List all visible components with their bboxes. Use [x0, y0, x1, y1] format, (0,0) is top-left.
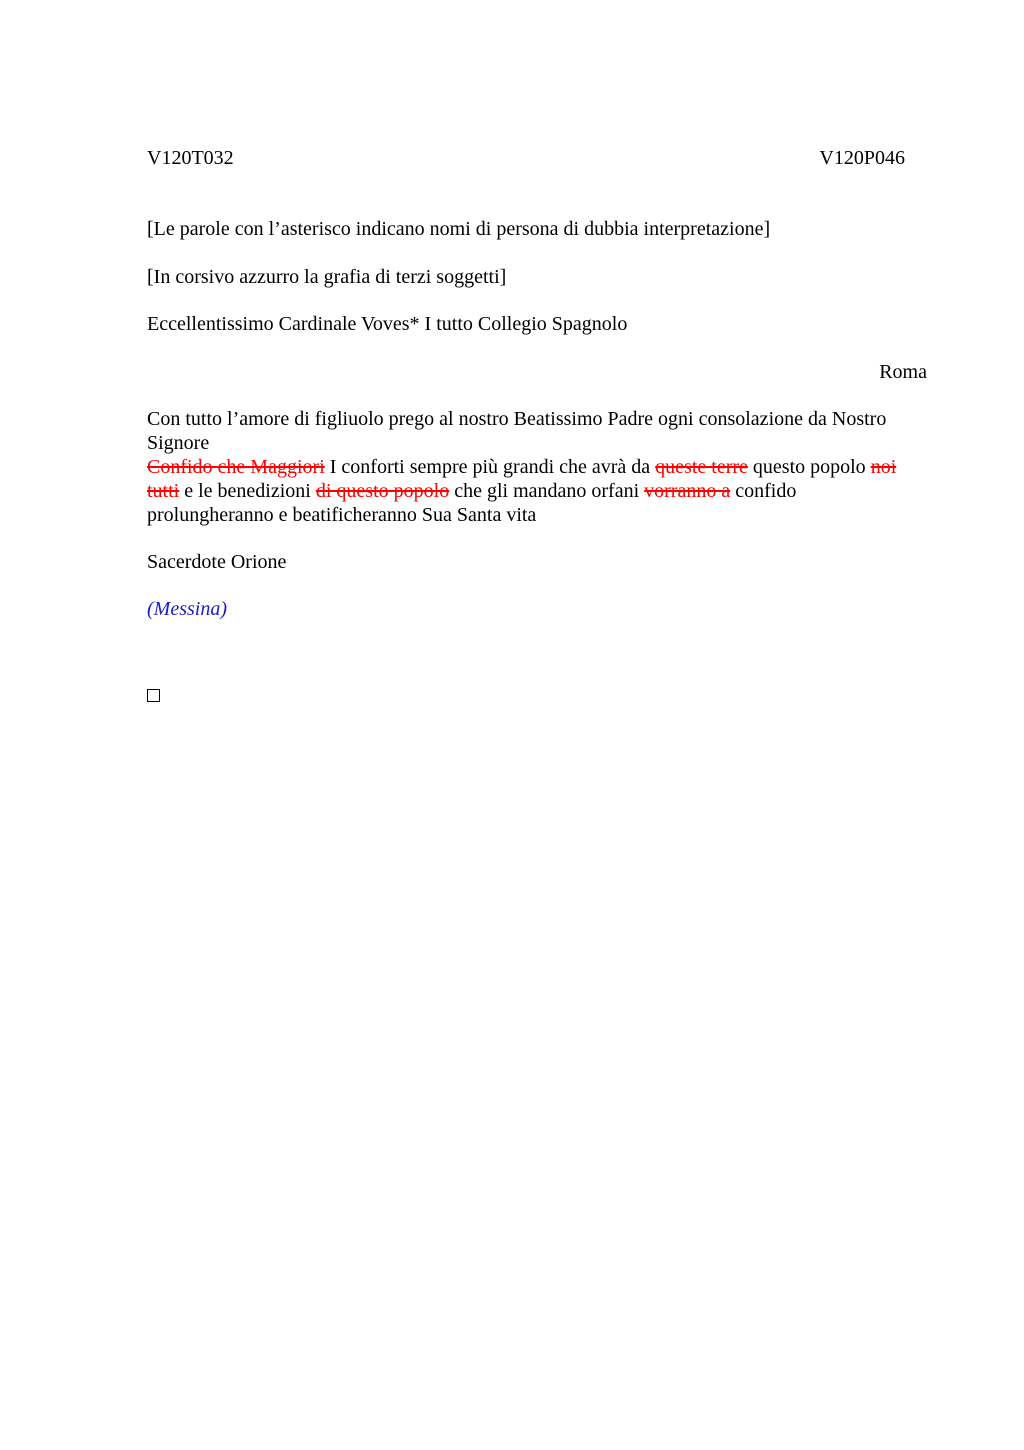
deleted-text: vorranno a	[644, 480, 731, 502]
document-code-left: V120T032	[147, 147, 234, 169]
body-line-1: Con tutto l’amore di figliuolo prego al nostro Beatissimo Padre ogni consolazione da Nostro	[147, 408, 887, 430]
checkbox-square[interactable]	[147, 689, 160, 702]
addressee: Eccellentissimo Cardinale Voves* I tutto Collegio Spagnolo	[147, 313, 628, 335]
body-line-3	[147, 455, 927, 479]
document-code-right: V120P046	[819, 147, 905, 169]
deleted-text: queste terre	[655, 456, 748, 478]
body-line-2: Signore	[147, 432, 210, 454]
place-name: Roma	[879, 361, 927, 383]
signature: Sacerdote Orione	[147, 551, 287, 573]
body-text-segment: I conforti sempre più grandi che avrà da	[324, 456, 656, 478]
deleted-text: noi	[870, 456, 897, 478]
body-text-segment: confido	[730, 480, 797, 502]
asterisk-note: [Le parole con l’asterisco indicano nomi di persona di dubbia interpretazione]	[147, 218, 771, 240]
body-text-segment: e le benedizioni	[179, 480, 316, 502]
body-line-4	[147, 479, 927, 503]
body-text-segment: questo popolo	[747, 456, 871, 478]
third-party-text: (Messina)	[147, 598, 227, 620]
deleted-text: Confido che Maggiori	[147, 456, 325, 478]
body-text-segment: che gli mandano orfani	[449, 480, 645, 502]
deleted-text: di questo popolo	[315, 480, 450, 502]
letter-body	[147, 407, 927, 527]
document-header	[147, 146, 905, 170]
deleted-text: tutti	[147, 480, 180, 502]
italic-note: [In corsivo azzurro la grafia di terzi soggetti]	[147, 266, 507, 288]
body-line-5: prolungheranno e beatificheranno Sua Santa vita	[147, 504, 537, 526]
